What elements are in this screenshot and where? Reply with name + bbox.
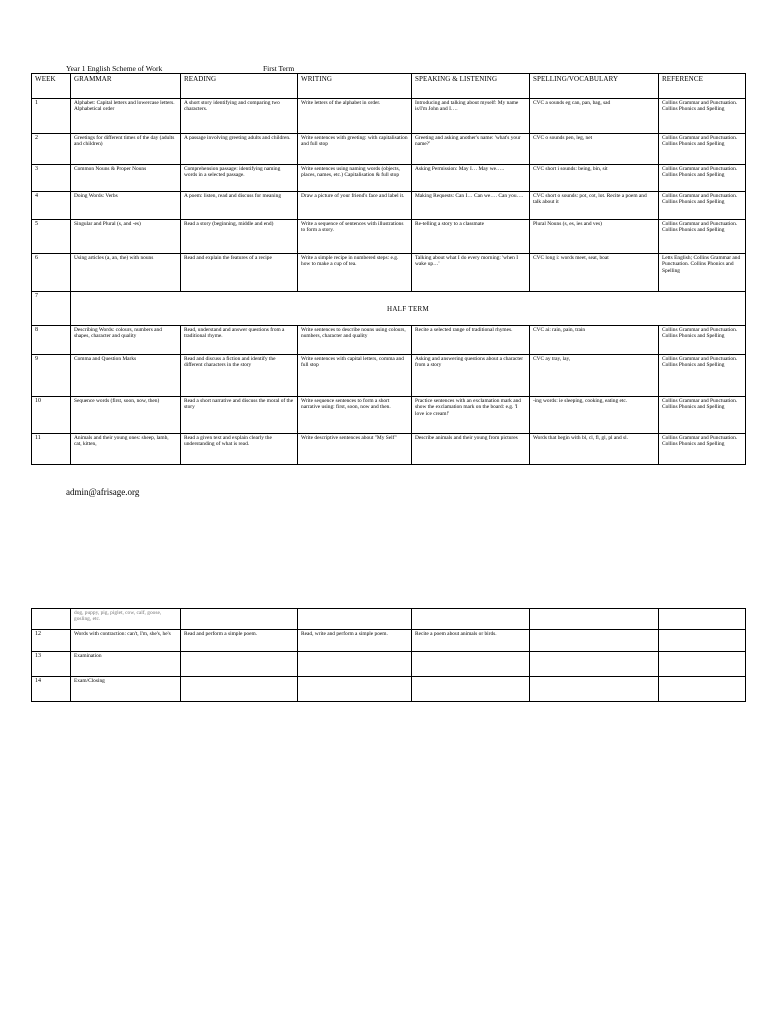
speaking-cell: Talking about what I do every morning: 'when I wake up…': [412, 254, 530, 292]
spelling-cell: [530, 652, 659, 677]
writing-cell: Write sentences to describe nouns using colours, numbers, character and quality: [298, 326, 412, 355]
reading-cell: A passage involving greeting adults and children.: [181, 134, 298, 165]
scheme-of-work-table: [31, 73, 746, 465]
reference-cell: Collins Grammar and Punctuation. Collins Phonics and Spelling: [659, 355, 746, 397]
writing-cell: Draw a picture of your friend's face and label it.: [298, 192, 412, 220]
table-row: [32, 677, 746, 702]
week-cell: 14: [32, 677, 71, 702]
reference-cell: Collins Grammar and Punctuation. Collins Phonics and Spelling: [659, 220, 746, 254]
grammar-cell: Exam/Closing: [71, 677, 181, 702]
table-row: [32, 397, 746, 434]
writing-cell: [298, 609, 412, 630]
speaking-cell: Recite a selected range of traditional rhymes.: [412, 326, 530, 355]
speaking-cell: Making Requests: Can I… Can we…. Can you….: [412, 192, 530, 220]
week-cell: 3: [32, 165, 71, 192]
speaking-cell: Recite a poem about animals or birds.: [412, 630, 530, 652]
grammar-cell: dog, puppy, pig, piglet, cow, calf, goose, gosling, etc.: [71, 609, 181, 630]
week-cell: 4: [32, 192, 71, 220]
week-cell: 5: [32, 220, 71, 254]
writing-cell: Write sequence sentences to form a short narrative using: first, soon, now and then.: [298, 397, 412, 434]
week-cell: 12: [32, 630, 71, 652]
table-row: [32, 192, 746, 220]
spelling-cell: Words that begin with bl, cl, fl, gl, pl and sl.: [530, 434, 659, 465]
reference-cell: Collins Grammar and Punctuation. Collins Phonics and Spelling: [659, 192, 746, 220]
writing-cell: Write sentences with greeting: with capitalisation and full stop: [298, 134, 412, 165]
document-title: Year 1 English Scheme of Work: [66, 64, 163, 73]
grammar-cell: Alphabet: Capital letters and lowercase letters. Alphabetical order: [71, 99, 181, 134]
grammar-cell: Greetings for different times of the day (adults and children): [71, 134, 181, 165]
col-header-spelling: SPELLING/VOCABULARY: [530, 74, 659, 99]
reading-cell: Comprehension passage: identifying naming words in a selected passage.: [181, 165, 298, 192]
week-cell: 8: [32, 326, 71, 355]
reading-cell: Read and explain the features of a recipe: [181, 254, 298, 292]
speaking-cell: [412, 677, 530, 702]
week-cell: 2: [32, 134, 71, 165]
table-row: [32, 326, 746, 355]
reading-cell: Read and discuss a fiction and identify the different characters in the story: [181, 355, 298, 397]
week-cell: 13: [32, 652, 71, 677]
col-header-week: WEEK: [32, 74, 71, 99]
reading-cell: Read a short narrative and discuss the moral of the story: [181, 397, 298, 434]
week-cell: 7: [32, 292, 71, 326]
reading-cell: Read and perform a simple poem.: [181, 630, 298, 652]
speaking-cell: Practice sentences with an exclamation mark and show the exclamation mark on the board: e.g. 'I love ice cream!': [412, 397, 530, 434]
speaking-cell: Describe animals and their young from pictures: [412, 434, 530, 465]
reference-cell: [659, 677, 746, 702]
spelling-cell: Plural Nouns (s, es, ies and ves): [530, 220, 659, 254]
half-term-row: [32, 292, 746, 326]
table-row: [32, 134, 746, 165]
reading-cell: [181, 677, 298, 702]
writing-cell: Write a sequence of sentences with illustrations to form a story.: [298, 220, 412, 254]
col-header-reference: REFERENCE: [659, 74, 746, 99]
writing-cell: Write a simple recipe in numbered steps: e.g. how to make a cup of tea.: [298, 254, 412, 292]
grammar-cell: Common Nouns & Proper Nouns: [71, 165, 181, 192]
grammar-cell: Sequence words (first, soon, now, then): [71, 397, 181, 434]
week-cell: [32, 609, 71, 630]
reference-cell: Collins Grammar and Punctuation. Collins Phonics and Spelling: [659, 165, 746, 192]
col-header-speaking: SPEAKING & LISTENING: [412, 74, 530, 99]
reference-cell: Collins Grammar and Punctuation. Collins Phonics and Spelling: [659, 434, 746, 465]
table-row: [32, 220, 746, 254]
term-label: First Term: [263, 64, 295, 73]
speaking-cell: Introducing and talking about myself: My name is/I'm John and I….: [412, 99, 530, 134]
spelling-cell: CVC ay tray, lay,: [530, 355, 659, 397]
table-row: [32, 355, 746, 397]
table-row: [32, 165, 746, 192]
table-row: [32, 630, 746, 652]
spelling-cell: [530, 677, 659, 702]
reading-cell: [181, 609, 298, 630]
table-row: [32, 99, 746, 134]
reference-cell: Letts English; Collins Grammar and Punctuation. Collins Phonics and Spelling: [659, 254, 746, 292]
reading-cell: A poem: listen, read and discuss for meaning: [181, 192, 298, 220]
writing-cell: Write sentences with capital letters, comma and full stop: [298, 355, 412, 397]
spelling-cell: -ing words: ie sleeping, cooking, eating etc.: [530, 397, 659, 434]
week-cell: 1: [32, 99, 71, 134]
speaking-cell: [412, 609, 530, 630]
grammar-cell: Singular and Plural (s, and -es): [71, 220, 181, 254]
speaking-cell: Asking and answering questions about a character from a story: [412, 355, 530, 397]
col-header-writing: WRITING: [298, 74, 412, 99]
reading-cell: Read a given text and explain clearly the understanding of what is read.: [181, 434, 298, 465]
reference-cell: [659, 630, 746, 652]
reference-cell: Collins Grammar and Punctuation. Collins Phonics and Spelling: [659, 99, 746, 134]
grammar-cell: Examination: [71, 652, 181, 677]
spelling-cell: CVC short o sounds: pot, cot, lot. Recite a poem and talk about it: [530, 192, 659, 220]
grammar-cell: Doing Words: Verbs: [71, 192, 181, 220]
table-row: [32, 434, 746, 465]
writing-cell: Write sentences using naming words (objects, places, names, etc.) Capitalisation & full stop: [298, 165, 412, 192]
week-cell: 11: [32, 434, 71, 465]
reading-cell: A short story identifying and comparing two characters.: [181, 99, 298, 134]
reference-cell: Collins Grammar and Punctuation. Collins Phonics and Spelling: [659, 397, 746, 434]
writing-cell: Read, write and perform a simple poem.: [298, 630, 412, 652]
spelling-cell: [530, 609, 659, 630]
grammar-cell: Animals and their young ones: sheep, lamb, cat, kitten,: [71, 434, 181, 465]
table-row: [32, 652, 746, 677]
reading-cell: Read a story (beginning, middle and end): [181, 220, 298, 254]
spelling-cell: CVC o sounds pen, leg, net: [530, 134, 659, 165]
spelling-cell: CVC long i: words meet, seat, boat: [530, 254, 659, 292]
spelling-cell: [530, 630, 659, 652]
col-header-grammar: GRAMMAR: [71, 74, 181, 99]
reading-cell: [181, 652, 298, 677]
speaking-cell: Re-telling a story to a classmate: [412, 220, 530, 254]
week-cell: 9: [32, 355, 71, 397]
col-header-reading: READING: [181, 74, 298, 99]
grammar-cell: Describing Words: colours, numbers and shapes, character and quality: [71, 326, 181, 355]
speaking-cell: Greeting and asking another's name: 'what's your name?': [412, 134, 530, 165]
grammar-cell: Using articles (a, an, the) with nouns: [71, 254, 181, 292]
grammar-cell: Words with contraction: can't, I'm, she's, he's: [71, 630, 181, 652]
scheme-of-work-table-continued: [31, 608, 746, 702]
reference-cell: Collins Grammar and Punctuation. Collins Phonics and Spelling: [659, 134, 746, 165]
writing-cell: Write letters of the alphabet in order.: [298, 99, 412, 134]
writing-cell: [298, 677, 412, 702]
table-row: [32, 254, 746, 292]
reading-cell: Read, understand and answer questions from a traditional rhyme.: [181, 326, 298, 355]
table-row-continued: [32, 609, 746, 630]
writing-cell: [298, 652, 412, 677]
half-term-label: HALF TERM: [71, 292, 746, 326]
spelling-cell: CVC short i sounds: being, bin, sit: [530, 165, 659, 192]
spelling-cell: CVC a sounds eg can, pan, bag, sad: [530, 99, 659, 134]
footer-email: admin@afrisage.org: [66, 487, 140, 497]
reference-cell: Collins Grammar and Punctuation. Collins Phonics and Spelling: [659, 326, 746, 355]
week-cell: 10: [32, 397, 71, 434]
header-row: [32, 74, 746, 99]
reference-cell: [659, 609, 746, 630]
spelling-cell: CVC ai: rain, pain, train: [530, 326, 659, 355]
speaking-cell: [412, 652, 530, 677]
grammar-cell: Comma and Question Marks: [71, 355, 181, 397]
week-cell: 6: [32, 254, 71, 292]
reference-cell: [659, 652, 746, 677]
speaking-cell: Asking Permission: May I… May we…..: [412, 165, 530, 192]
writing-cell: Write descriptive sentences about "My Self": [298, 434, 412, 465]
